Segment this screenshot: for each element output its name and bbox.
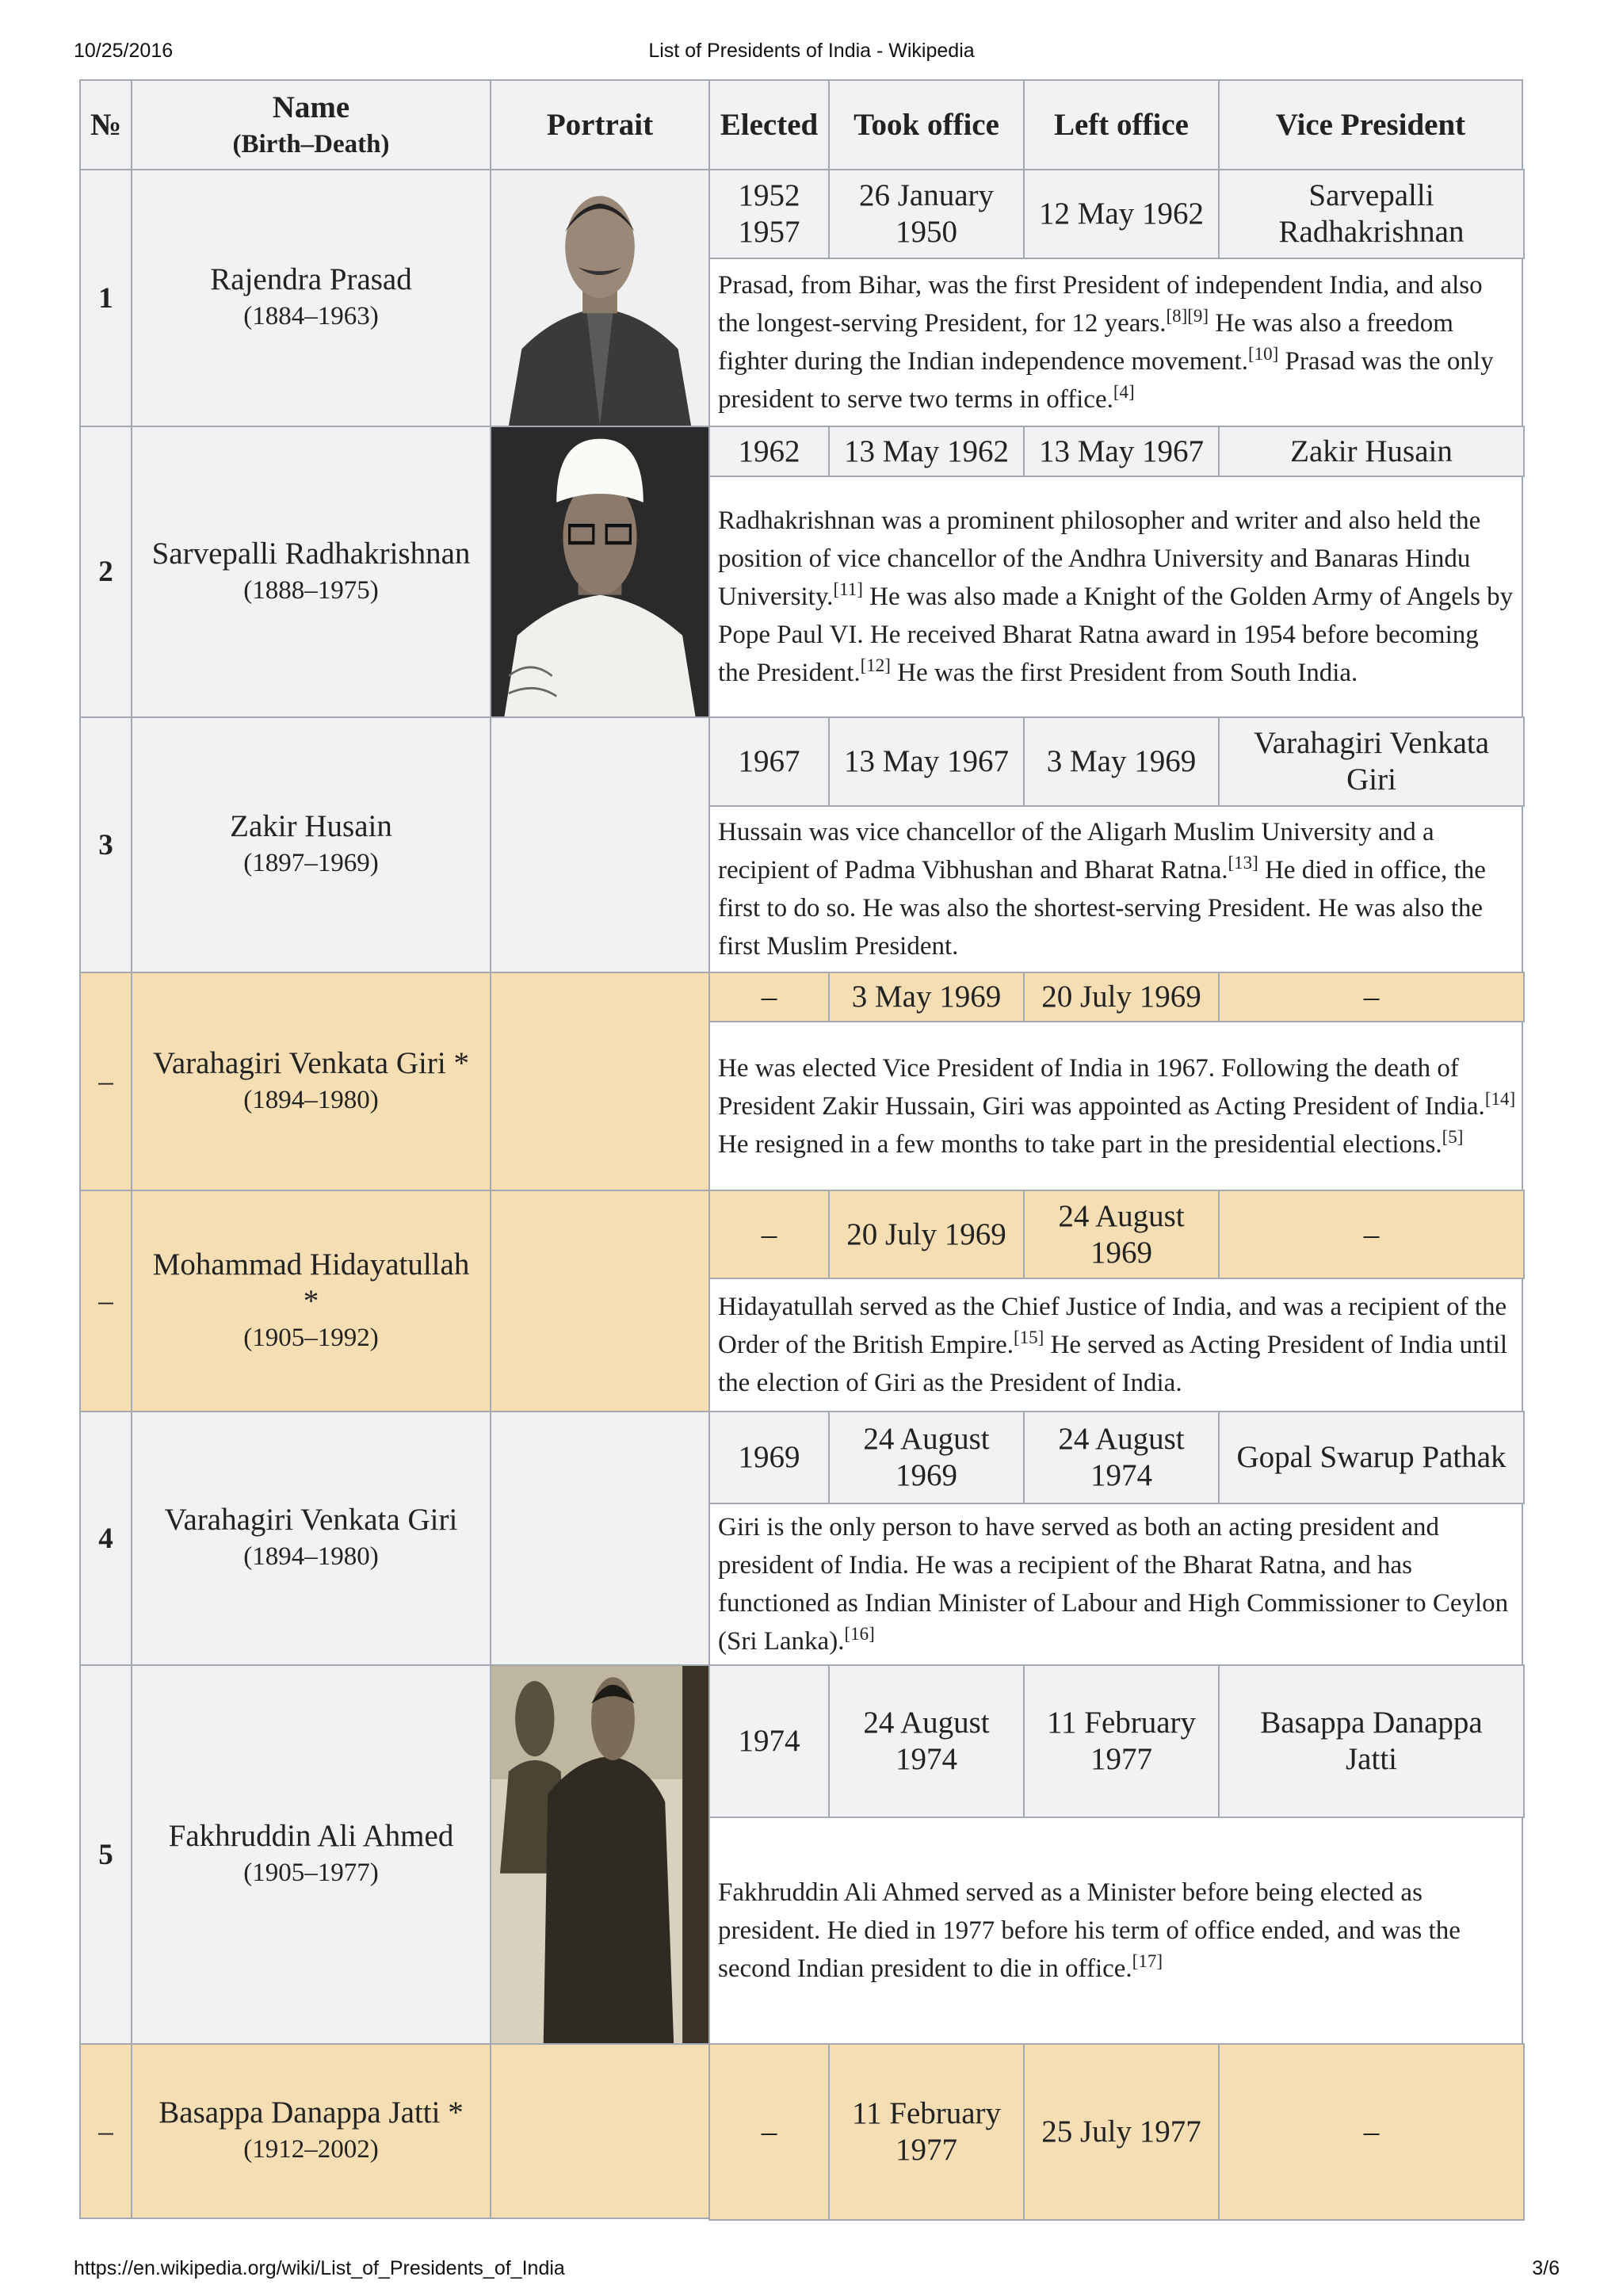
elected-year: 1974 xyxy=(708,1664,830,1818)
president-number: 1 xyxy=(79,169,132,427)
print-page-number: 3/6 xyxy=(1532,2257,1560,2279)
president-name: Mohammad Hidayatullah * (1905–1992) xyxy=(131,1190,491,1412)
portrait-empty xyxy=(490,1190,710,1412)
vice-president: Gopal Swarup Pathak xyxy=(1218,1411,1525,1504)
left-office-date: 12 May 1962 xyxy=(1023,169,1220,259)
president-name: Varahagiri Venkata Giri (1894–1980) xyxy=(131,1411,491,1666)
elected-year: – xyxy=(708,972,830,1022)
president-name: Rajendra Prasad (1884–1963) xyxy=(131,169,491,427)
portrait-empty xyxy=(490,1411,710,1666)
vice-president: Sarvepalli Radhakrishnan xyxy=(1218,169,1525,259)
elected-year: 1952 1957 xyxy=(708,169,830,259)
left-office-date: 20 July 1969 xyxy=(1023,972,1220,1022)
header-left-office: Left office xyxy=(1023,79,1220,170)
took-office-date: 3 May 1969 xyxy=(828,972,1025,1022)
took-office-date: 13 May 1962 xyxy=(828,426,1025,477)
header-elected: Elected xyxy=(708,79,830,170)
left-office-date: 13 May 1967 xyxy=(1023,426,1220,477)
vice-president: Zakir Husain xyxy=(1218,426,1525,477)
president-name: Varahagiri Venkata Giri * (1894–1980) xyxy=(131,972,491,1191)
elected-year: 1967 xyxy=(708,716,830,807)
portrait-empty xyxy=(490,972,710,1191)
president-description: Hussain was vice chancellor of the Aligarh Muslim University and a recipient of Padma Vibhushan and Bharat Ratna.[13] He died in office, the first to do so. He was also the shortest-serving President. He was also the first Muslim President. xyxy=(708,805,1523,973)
portrait-image xyxy=(490,1664,710,2045)
president-name: Sarvepalli Radhakrishnan (1888–1975) xyxy=(131,426,491,718)
elected-year: 1962 xyxy=(708,426,830,477)
left-office-date: 24 August 1974 xyxy=(1023,1411,1220,1504)
left-office-date: 25 July 1977 xyxy=(1023,2043,1220,2221)
elected-year: – xyxy=(708,1190,830,1279)
portrait-empty xyxy=(490,2043,710,2219)
header-took-office: Took office xyxy=(828,79,1025,170)
took-office-date: 11 February 1977 xyxy=(828,2043,1025,2221)
president-number: – xyxy=(79,972,132,1191)
left-office-date: 11 February 1977 xyxy=(1023,1664,1220,1818)
president-name: Fakhruddin Ali Ahmed (1905–1977) xyxy=(131,1664,491,2045)
president-name: Zakir Husain (1897–1969) xyxy=(131,716,491,973)
header-name: Name (Birth–Death) xyxy=(131,79,491,170)
president-description: Giri is the only person to have served as both an acting president and president of India. He was a recipient of the Bharat Ratna, and has functioned as Indian Minister of Labour and High Commissioner to Ceylon (Sri Lanka).[16] xyxy=(708,1503,1523,1666)
president-description: Radhakrishnan was a prominent philosopher and writer and also held the position of vice chancellor of the Andhra University and Banaras Hindu University.[11] He was also made a Knight of the Golden Army of Angels by Pope Paul VI. He received Bharat Ratna award in 1954 before becoming the President.[12] He was the first President from South India. xyxy=(708,476,1523,718)
left-office-date: 24 August 1969 xyxy=(1023,1190,1220,1279)
portrait-photo xyxy=(491,1666,708,2043)
vice-president: – xyxy=(1218,972,1525,1022)
president-number: 5 xyxy=(79,1664,132,2045)
vice-president: – xyxy=(1218,2043,1525,2221)
vice-president: Basappa Danappa Jatti xyxy=(1218,1664,1525,1818)
vice-president: Varahagiri Venkata Giri xyxy=(1218,716,1525,807)
portrait-image xyxy=(490,426,710,718)
president-description: Fakhruddin Ali Ahmed served as a Minister before being elected as president. He died in 1977 before his term of office ended, and was the second Indian president to die in office.[17] xyxy=(708,1817,1523,2045)
took-office-date: 20 July 1969 xyxy=(828,1190,1025,1279)
took-office-date: 26 January 1950 xyxy=(828,169,1025,259)
left-office-date: 3 May 1969 xyxy=(1023,716,1220,807)
president-description: Prasad, from Bihar, was the first President of independent India, and also the longest-serving President, for 12 years.[8][9] He was also a freedom fighter during the Indian independence movement.[10] Prasad was the only president to serve two terms in office.[4] xyxy=(708,258,1523,427)
president-description: Hidayatullah served as the Chief Justice of India, and was a recipient of the Order of the British Empire.[15] He served as Acting President of India until the election of Giri as the President of India. xyxy=(708,1278,1523,1412)
elected-year: – xyxy=(708,2043,830,2221)
print-date: 10/25/2016 xyxy=(74,40,174,62)
portrait-image xyxy=(490,169,710,427)
print-footer xyxy=(0,2257,1623,2284)
president-name: Basappa Danappa Jatti * (1912–2002) xyxy=(131,2043,491,2219)
header-num: № xyxy=(79,79,132,170)
took-office-date: 24 August 1969 xyxy=(828,1411,1025,1504)
header-portrait: Portrait xyxy=(490,79,710,170)
print-url: https://en.wikipedia.org/wiki/List_of_Presidents_of_India xyxy=(74,2257,565,2279)
portrait-empty xyxy=(490,716,710,973)
took-office-date: 24 August 1974 xyxy=(828,1664,1025,1818)
president-number: – xyxy=(79,1190,132,1412)
president-description: He was elected Vice President of India in 1967. Following the death of President Zakir Hussain, Giri was appointed as Acting President of India.[14] He resigned in a few months to take part in the presidential elections.[5] xyxy=(708,1021,1523,1191)
header-vice-president: Vice President xyxy=(1218,79,1523,170)
president-number: 3 xyxy=(79,716,132,973)
portrait-photo xyxy=(491,427,708,716)
president-number: 2 xyxy=(79,426,132,718)
print-title: List of Presidents of India - Wikipedia xyxy=(648,40,975,62)
portrait-photo xyxy=(491,170,708,426)
vice-president: – xyxy=(1218,1190,1525,1279)
president-number: 4 xyxy=(79,1411,132,1666)
took-office-date: 13 May 1967 xyxy=(828,716,1025,807)
elected-year: 1969 xyxy=(708,1411,830,1504)
president-number: – xyxy=(79,2043,132,2219)
